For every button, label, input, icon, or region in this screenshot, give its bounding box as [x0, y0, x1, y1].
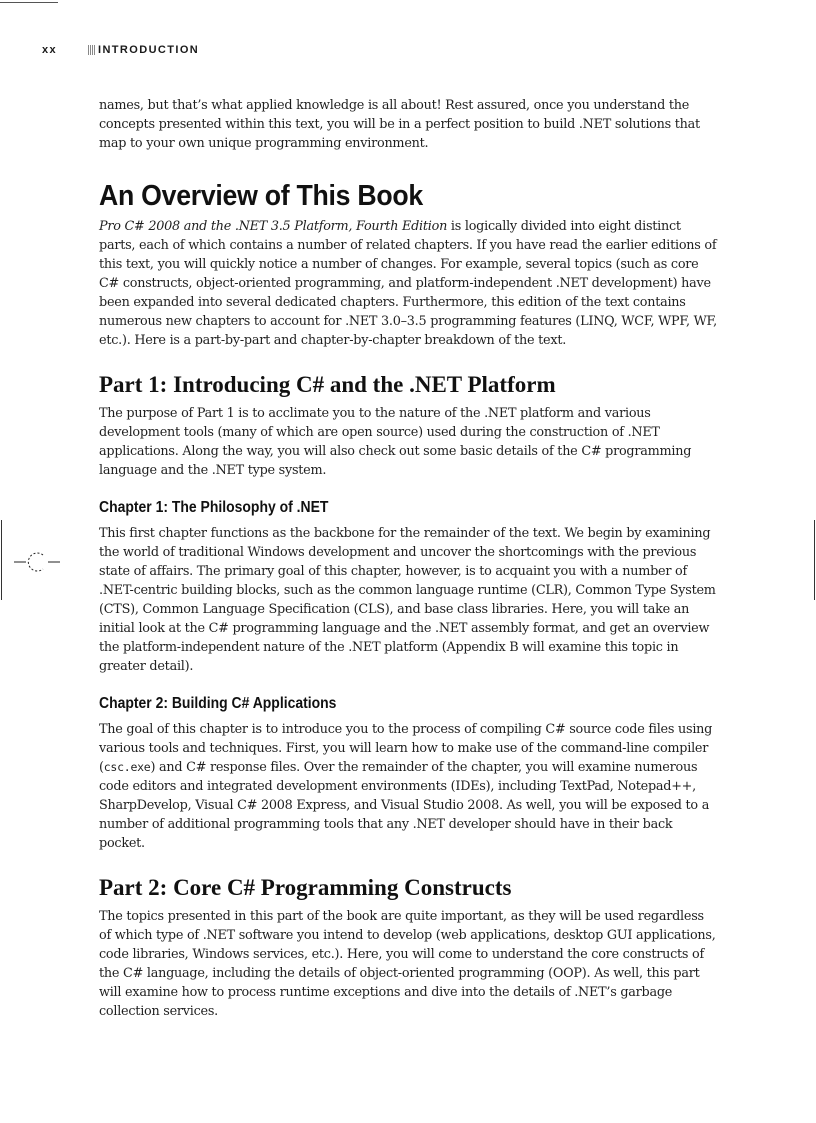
part2-paragraph: The topics presented in this part of the book are quite important, as they will be used regardless of which type of .NET software you intend to develop (web applications, desktop GUI applications, code libraries, Windows services, etc.). Here, you will come to understand the core constructs of the C# language, including the details of object-oriented programming (OOP). As well, this part will examine how to process runtime exceptions and dive into the details of .NET’s garbage collection services.: [99, 909, 716, 1019]
overview-paragraph: [99, 217, 719, 350]
chapter1-paragraph: This first chapter functions as the backbone for the remainder of the text. We begin by examining the world of traditional Windows development and uncover the shortcomings with the previous state of affairs. The primary goal of this chapter, however, is to acquaint you with a number of .NET-centric building blocks, such as the common language runtime (CLR), Common Type System (CTS), Common Language Specification (CLS), and base class libraries. Here, you will take an initial look at the C# programming language and the .NET assembly format, and get an overview the platform-independent nature of the .NET platform (Appendix B will examine this topic in greater detail).: [99, 526, 716, 674]
crop-mark-right: [814, 520, 815, 600]
crop-mark-left: [1, 520, 2, 600]
chapter2-heading: Chapter 2: Building C# Applications: [99, 695, 337, 712]
crop-mark-top: [0, 2, 58, 3]
part2-heading: Part 2: Core C# Programming Constructs: [99, 875, 512, 900]
chapter2-paragraph: [99, 720, 719, 853]
registration-mark-icon: [14, 549, 60, 575]
running-header: [42, 44, 442, 58]
section-title: INTRODUCTION: [98, 44, 200, 56]
compiler-name: csc.exe: [103, 760, 151, 774]
part1-heading: Part 1: Introducing C# and the .NET Platform: [99, 372, 556, 397]
header-bar-icon: [88, 45, 95, 55]
part1-paragraph: The purpose of Part 1 is to acclimate you to the nature of the .NET platform and various development tools (many of which are open source) used during the construction of .NET applications. Along the way, you will also check out some basic details of the C# programming language and the .NET type system.: [99, 406, 692, 478]
book-title: Pro C# 2008 and the .NET 3.5 Platform, Fourth Edition: [99, 219, 448, 234]
overview-body: is logically divided into eight distinct parts, each of which contains a number of related chapters. If you have read the earlier editions of this text, you will quickly notice a number of changes. For example, several topics (such as core C# constructs, object-oriented programming, and platform-independent .NET development) have been expanded into several dedicated chapters. Furthermore, this edition of the text contains numerous new chapters to account for .NET 3.0–3.5 programming features (LINQ, WCF, WPF, WF, etc.). Here is a part-by-part and chapter-by-chapter breakdown of the text.: [99, 219, 718, 348]
chapter2-body-after: ) and C# response files. Over the remainder of the chapter, you will examine numerous code editors and integrated development environments (IDEs), including TextPad, Notepad++, SharpDevelop, Visual C# 2008 Express, and Visual Studio 2008. As well, you will be exposed to a number of additional programming tools that any .NET developer should have in their back pocket.: [99, 760, 710, 851]
overview-heading: An Overview of This Book: [99, 180, 423, 212]
intro-paragraph: names, but that’s what applied knowledge is all about! Rest assured, once you understand the concepts presented within this text, you will be in a perfect position to build .NET solutions that map to your own unique programming environment.: [99, 98, 700, 151]
chapter1-heading: Chapter 1: The Philosophy of .NET: [99, 499, 329, 516]
chapter2-body-before: The goal of this chapter is to introduce you to the process of compiling C# source code files using various tools and techniques. First, you will learn how to make use of the command-line compiler (: [99, 722, 713, 775]
page-number: xx: [42, 44, 58, 56]
page-body: [99, 96, 719, 1021]
